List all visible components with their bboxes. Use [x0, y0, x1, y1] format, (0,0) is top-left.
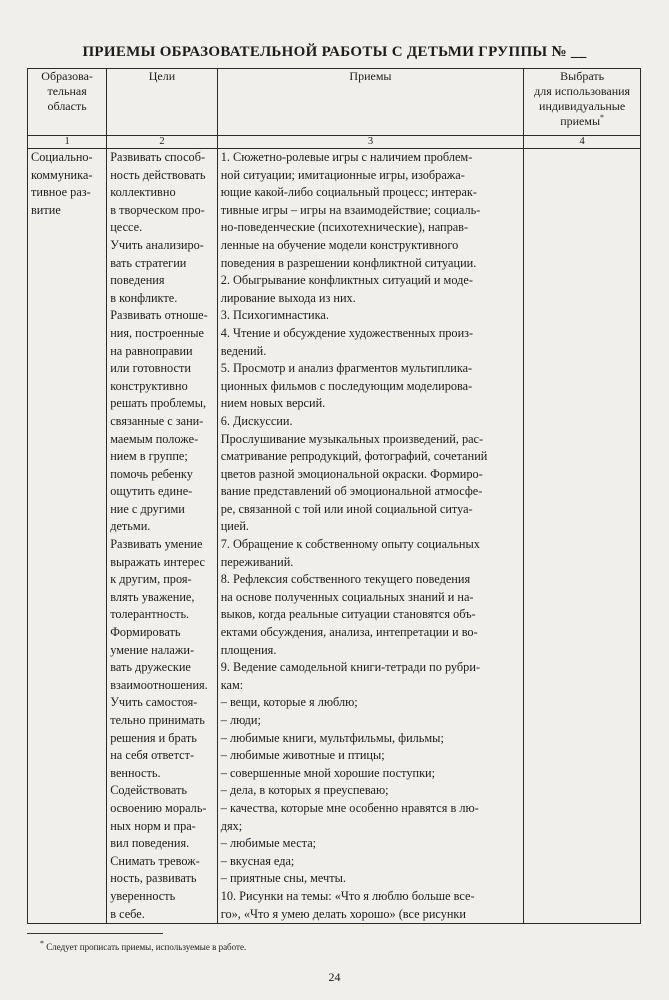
technique-text-line: – вкусная еда; — [220, 853, 295, 868]
area-text-line: витие — [31, 202, 61, 217]
technique-text-line: ре, связанной с той или иной социальной ситуа- — [220, 501, 473, 516]
goal-text-line: коллективно — [110, 185, 176, 200]
technique-text-line: тивные игры – игры на взаимодействие; социаль- — [220, 202, 481, 217]
technique-text-line: 6. Дискуссии. — [220, 413, 293, 428]
goal-text-line: ность действовать — [110, 167, 206, 182]
header-area: Образова- тельная область — [28, 69, 107, 136]
techniques-table — [27, 68, 641, 924]
goal-text-line: на равноправии — [110, 343, 193, 358]
goal-text-line: толерантность. — [110, 607, 190, 622]
goal-text-line: или готовности — [110, 361, 191, 376]
technique-text-line: площения. — [220, 642, 277, 657]
area-text-line: коммуника- — [31, 167, 93, 182]
goal-text-line: помочь ребенку — [110, 466, 193, 481]
technique-text-line: 3. Психогимнастика. — [220, 308, 329, 323]
technique-text-line: но-поведенческие (психотехнические), направ- — [220, 220, 469, 235]
goal-text-line: вил поведения. — [110, 836, 190, 851]
technique-text-line: 7. Обращение к собственному опыту социальных — [220, 537, 480, 552]
goal-text-line: вать стратегии — [110, 255, 187, 270]
column-number-row — [28, 136, 641, 149]
technique-text-line: – дела, в которых я преуспеваю; — [220, 783, 389, 798]
goals-cell — [107, 149, 218, 924]
header-techniques: Приемы — [217, 69, 524, 136]
technique-text-line: – любимые книги, мультфильмы, фильмы; — [220, 730, 444, 745]
goal-text-line: влять уважение, — [110, 589, 195, 604]
selection-cell[interactable] — [524, 149, 641, 924]
technique-text-line: – приятные сны, мечты. — [220, 871, 346, 886]
goal-text-line: венность. — [110, 765, 161, 780]
goal-text-line: в творческом про- — [110, 202, 205, 217]
goal-text-line: цессе. — [110, 220, 143, 235]
goal-text-line: Содействовать — [110, 783, 187, 798]
goal-text-line: детьми. — [110, 519, 151, 534]
technique-text-line: – качества, которые мне особенно нравятся в лю- — [220, 800, 479, 815]
page-title: ПРИЕМЫ ОБРАЗОВАТЕЛЬНОЙ РАБОТЫ С ДЕТЬМИ ГРУППЫ № __ — [82, 44, 587, 60]
technique-text-line: нием новых версий. — [220, 396, 326, 411]
technique-text-line: дях; — [220, 818, 243, 833]
goal-text-line: тельно принимать — [110, 713, 205, 727]
column-number: 3 — [217, 136, 524, 149]
technique-text-line: 4. Чтение и обсуждение художественных произ- — [220, 325, 474, 340]
technique-text-line: ционных фильмов с последующим моделирова- — [220, 378, 473, 393]
technique-text-line: поведения в разрешении конфликтной ситуации. — [220, 255, 477, 270]
goal-text-line: Учить анализиро- — [110, 237, 204, 252]
goal-text-line: ность, развивать — [110, 871, 197, 886]
technique-text-line: лирование выхода из них. — [220, 290, 356, 305]
column-number: 1 — [28, 136, 107, 149]
technique-text-line: 9. Ведение самодельной книги-тетради по рубри- — [220, 660, 480, 675]
technique-text-line: переживаний. — [220, 554, 294, 569]
technique-text-line: ленные на обучение модели конструктивного — [220, 237, 459, 252]
technique-text-line: – люди; — [220, 713, 261, 727]
table-header-row — [28, 69, 641, 136]
goal-text-line: взаимоотношения. — [110, 677, 208, 692]
technique-text-line: кам: — [220, 677, 244, 692]
goal-text-line: ных норм и пра- — [110, 818, 196, 833]
goal-text-line: умение налажи- — [110, 642, 195, 657]
goal-text-line: ние с другими — [110, 501, 185, 516]
goal-text-line: Развивать способ- — [110, 150, 206, 164]
technique-text-line: – вещи, которые я люблю; — [220, 695, 358, 710]
table-row — [28, 149, 641, 924]
technique-text-line: ной ситуации; имитационные игры, изобража- — [220, 167, 465, 182]
technique-text-line: ектами обсуждения, анализа, интепретации и во- — [220, 625, 478, 640]
header-select: Выбрать для использования индивидуальные приемы* — [524, 69, 641, 136]
technique-text-line: на основе полученных социальных знаний и на- — [220, 589, 474, 604]
goal-text-line: маемым положе- — [110, 431, 199, 446]
footnote-divider — [27, 933, 163, 934]
goal-text-line: Снимать тревож- — [110, 853, 200, 868]
goal-text-line: Формировать — [110, 625, 181, 640]
footnote: * Следует прописать приемы, используемые в работе. — [40, 939, 247, 952]
technique-text-line: вание представлений об эмоциональной атмосфе- — [220, 484, 483, 499]
header-goals: Цели — [107, 69, 218, 136]
technique-text-line: 2. Обыгрывание конфликтных ситуаций и моде- — [220, 273, 473, 288]
goal-text-line: к другим, проя- — [110, 572, 192, 587]
footnote-mark: * — [600, 113, 605, 122]
column-number: 4 — [524, 136, 641, 149]
goal-text-line: в себе. — [110, 906, 145, 921]
goal-text-line: вать дружеские — [110, 660, 191, 675]
technique-text-line: ведений. — [220, 343, 267, 358]
goal-text-line: на себя ответст- — [110, 748, 195, 763]
technique-text-line: цией. — [220, 519, 249, 534]
technique-text-line: – совершенные мной хорошие поступки; — [220, 765, 436, 780]
technique-text-line: – любимые животные и птицы; — [220, 748, 385, 763]
techniques-cell — [217, 149, 524, 924]
technique-text-line: 8. Рефлексия собственного текущего поведения — [220, 572, 471, 587]
technique-text-line: 5. Просмотр и анализ фрагментов мультиплика- — [220, 361, 473, 376]
goal-text-line: конструктивно — [110, 378, 188, 393]
goal-text-line: освоению мораль- — [110, 800, 207, 815]
column-number: 2 — [107, 136, 218, 149]
goal-text-line: Развивать отноше- — [110, 308, 208, 323]
goal-text-line: ощутить едине- — [110, 484, 193, 499]
page-number: 24 — [328, 970, 341, 984]
goal-text-line: уверенность — [110, 888, 176, 903]
goal-text-line: решать проблемы, — [110, 396, 207, 411]
technique-text-line: ющие какой-либо социальный процесс; интерак- — [220, 185, 477, 200]
technique-text-line: сматривание репродукций, фотографий, сочетаний — [220, 449, 488, 464]
technique-text-line: Прослушивание музыкальных произведений, рас- — [220, 431, 484, 446]
goal-text-line: выражать интерес — [110, 554, 205, 569]
area-cell — [28, 149, 107, 924]
technique-text-line: 10. Рисунки на темы: «Что я люблю больше все- — [220, 888, 475, 903]
goal-text-line: Развивать умение — [110, 537, 203, 552]
area-text-line: Социально- — [31, 150, 93, 164]
area-text-line: тивное раз- — [31, 185, 91, 200]
technique-text-line: выков, когда реальные ситуации становятся объ- — [220, 607, 476, 622]
goal-text-line: решения и брать — [110, 730, 197, 745]
goal-text-line: поведения — [110, 273, 165, 288]
technique-text-line: цветов разной эмоциональной окраски. Формиро- — [220, 466, 483, 481]
goal-text-line: Учить самостоя- — [110, 695, 198, 710]
technique-text-line: 1. Сюжетно-ролевые игры с наличием проблем- — [220, 150, 473, 164]
goal-text-line: нием в группе; — [110, 449, 188, 464]
goal-text-line: связанные с зани- — [110, 413, 204, 428]
technique-text-line: го», «Что я умею делать хорошо» (все рисунки — [220, 906, 466, 921]
goal-text-line: в конфликте. — [110, 290, 178, 305]
goal-text-line: ния, построенные — [110, 325, 204, 340]
technique-text-line: – любимые места; — [220, 836, 317, 851]
